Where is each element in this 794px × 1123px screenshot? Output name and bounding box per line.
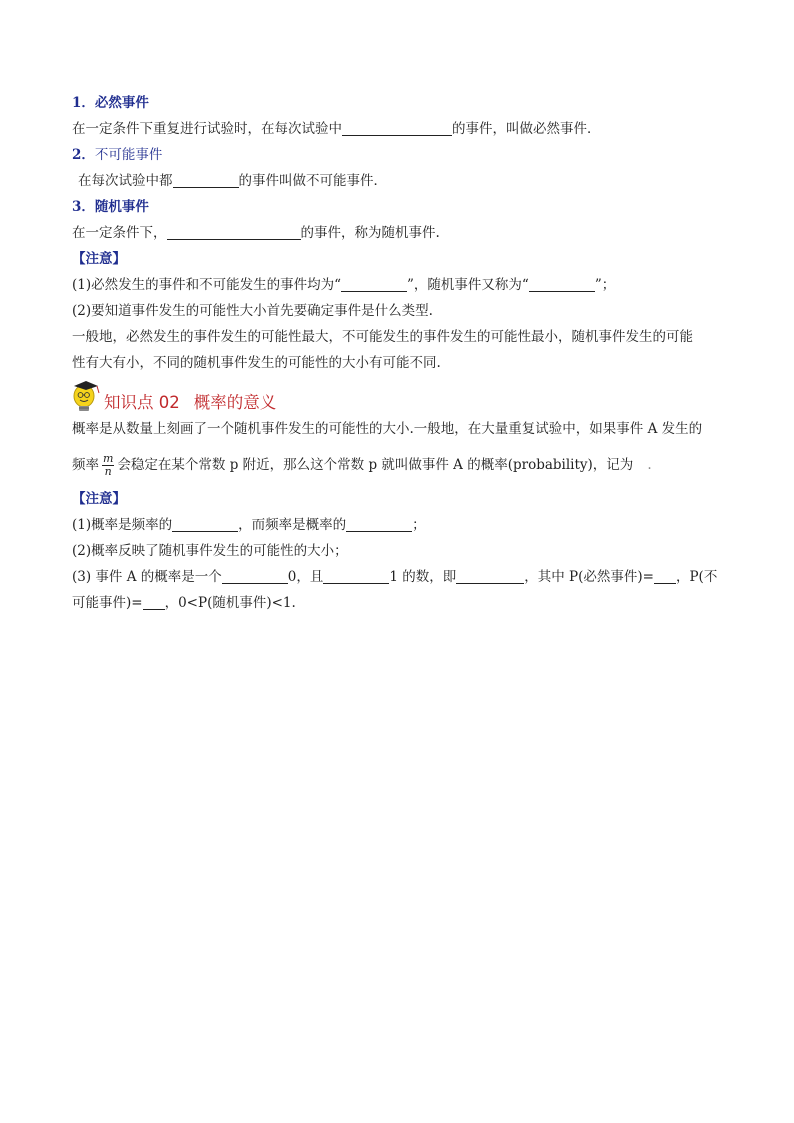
note-item-1 bbox=[72, 516, 724, 534]
fraction-m-over-n bbox=[102, 453, 114, 478]
paragraph-text: 频率 bbox=[72, 457, 99, 473]
note-item-3 bbox=[72, 568, 724, 586]
heading-number: 3． bbox=[72, 199, 95, 215]
heading-text: 必然事件 bbox=[94, 95, 149, 111]
fill-blank[interactable] bbox=[456, 569, 524, 584]
heading-text: 不可能事件 bbox=[94, 147, 163, 163]
note-text: 1 的数，即 bbox=[389, 569, 457, 585]
fill-blank[interactable] bbox=[346, 517, 412, 532]
definition-text: 的事件，称为随机事件. bbox=[300, 225, 440, 241]
fill-blank[interactable] bbox=[173, 173, 239, 188]
note-text: ，P(不 bbox=[675, 569, 718, 585]
fill-blank[interactable] bbox=[341, 277, 407, 292]
impossible-event-definition bbox=[72, 172, 724, 190]
note-label bbox=[72, 490, 724, 508]
note-label bbox=[72, 250, 724, 268]
note-text: (1)必然发生的事件和不可能发生的事件均为“ bbox=[72, 277, 342, 293]
section-heading bbox=[72, 380, 724, 414]
definition-text: 的事件，叫做必然事件． bbox=[452, 121, 601, 137]
fill-blank[interactable] bbox=[222, 569, 288, 584]
note-item-3-continued bbox=[72, 594, 724, 612]
note-label-text: 【注意】 bbox=[72, 491, 126, 507]
section-title-text: 概率的意义 bbox=[193, 393, 277, 412]
fill-blank[interactable] bbox=[167, 225, 301, 240]
note-text: ”，随机事件又称为“ bbox=[407, 277, 529, 293]
definition-text: 在一定条件下， bbox=[72, 225, 167, 241]
note-text: ，而频率是概率的 bbox=[238, 517, 347, 533]
certain-event-definition bbox=[72, 120, 724, 138]
paragraph-line bbox=[72, 328, 724, 346]
fill-blank[interactable] bbox=[143, 595, 165, 610]
note-text: 可能事件)= bbox=[72, 595, 143, 611]
fill-blank[interactable] bbox=[529, 277, 595, 292]
fill-blank[interactable] bbox=[323, 569, 389, 584]
note-text: 0，且 bbox=[287, 569, 324, 585]
note-label-text: 【注意】 bbox=[72, 251, 126, 267]
fill-blank[interactable] bbox=[654, 569, 676, 584]
section-title bbox=[104, 392, 276, 414]
paragraph-text: 概率是从数量上刻画了一个随机事件发生的可能性的大小.一般地，在大量重复试验中，如果事件 A 发生的 bbox=[72, 421, 703, 437]
heading-certain-event bbox=[72, 94, 724, 112]
note-text: (2)要知道事件发生的可能性大小首先要确定事件是什么类型. bbox=[72, 303, 433, 319]
paragraph-line bbox=[72, 420, 724, 438]
note-item-2 bbox=[72, 542, 724, 560]
heading-number: 2． bbox=[72, 147, 95, 163]
lightbulb-graduate-icon bbox=[72, 380, 102, 414]
paragraph-line-fraction bbox=[72, 452, 724, 478]
paragraph-text: 性有大有小，不同的随机事件发生的可能性的大小有可能不同. bbox=[72, 355, 441, 371]
definition-text: 在每次试验中都 bbox=[78, 173, 173, 189]
note-text: ，其中 P(必然事件)= bbox=[524, 569, 654, 585]
heading-random-event bbox=[72, 198, 724, 216]
heading-number: 1． bbox=[72, 95, 95, 111]
document-page bbox=[72, 94, 724, 612]
note-text: ，0<P(随机事件)<1. bbox=[164, 595, 296, 611]
note-text: ”； bbox=[594, 277, 616, 293]
note-item-2 bbox=[72, 302, 724, 320]
definition-text: 在一定条件下重复进行试验时，在每次试验中 bbox=[72, 121, 342, 137]
definition-text: 的事件叫做不可能事件． bbox=[238, 173, 387, 189]
note-text: (2)概率反映了随机事件发生的可能性的大小； bbox=[72, 543, 348, 559]
fraction-denominator: n bbox=[104, 465, 112, 478]
heading-impossible-event bbox=[72, 146, 724, 164]
fill-blank[interactable] bbox=[172, 517, 238, 532]
paragraph-text: 一般地，必然发生的事件发生的可能性最大，不可能发生的事件发生的可能性最小，随机事件发生的可能 bbox=[72, 329, 693, 345]
paragraph-text: 会稳定在某个常数 p 附近，那么这个常数 p 就叫做事件 A 的概率(probability)，记为 bbox=[117, 457, 634, 473]
formula-placeholder-dot: . bbox=[647, 457, 652, 473]
paragraph-line bbox=[72, 354, 724, 372]
note-item-1 bbox=[72, 276, 724, 294]
heading-text: 随机事件 bbox=[94, 199, 149, 215]
note-text: (3) 事件 A 的概率是一个 bbox=[72, 569, 222, 585]
note-text: ； bbox=[412, 517, 426, 533]
fill-blank[interactable] bbox=[342, 121, 452, 136]
note-text: (1)概率是频率的 bbox=[72, 517, 173, 533]
random-event-definition bbox=[72, 224, 724, 242]
fraction-numerator: m bbox=[103, 452, 114, 465]
section-number: 知识点 02 bbox=[104, 393, 180, 412]
